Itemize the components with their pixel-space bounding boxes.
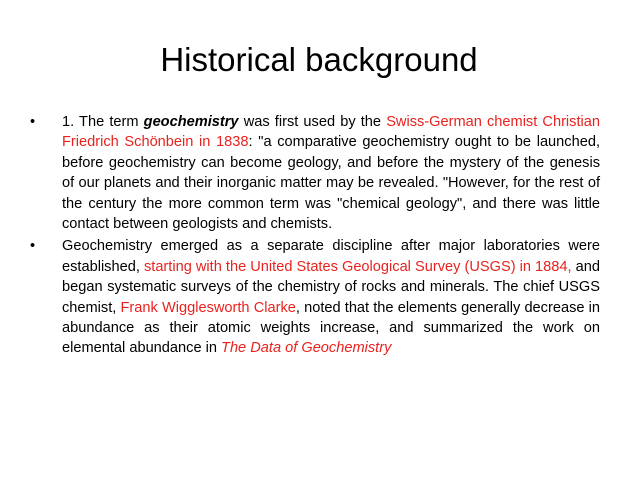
bullet-text: Geochemistry emerged as a separate discipline after major laboratories were established, <box>62 238 600 275</box>
highlighted-reference: Swiss-German chemist Christian Friedrich Schönbein in 1838 <box>62 114 601 151</box>
highlighted-reference: Frank Wigglesworth Clarke <box>120 299 296 316</box>
slide-title: Historical background <box>160 41 478 78</box>
bullet-text: 1. The term <box>62 114 144 130</box>
bullet-text: , noted that the elements generally decrease in abundance as their atomic weights increase, and summarized the work on elemental abundance in <box>62 299 600 357</box>
bullet-item-discipline <box>28 236 600 358</box>
highlighted-book-title: The Data of Geochemistry <box>221 340 392 357</box>
bullet-text: and began systematic surveys of the chemistry of rocks and minerals. The chief USGS chemist, <box>62 258 600 316</box>
bullet-icon: • <box>30 114 36 130</box>
bullet-icon: • <box>30 238 36 255</box>
bullet-list <box>28 112 600 361</box>
emphasized-term: geochemistry <box>143 114 239 130</box>
bullet-text: was first used by the <box>238 114 387 130</box>
bullet-text: : "a comparative geochemistry ought to be launched, before geochemistry can become geology, and before the mystery of the genesis of our planets and their inorganic matter may be revealed. "However, for the rest of the century the more common term was "chemical geology", and there was little contact between geologists and chemists. <box>62 134 600 233</box>
bullet-item-term-origin <box>28 112 600 234</box>
highlighted-reference: starting with the United States Geological Survey (USGS) in 1884, <box>143 258 572 275</box>
